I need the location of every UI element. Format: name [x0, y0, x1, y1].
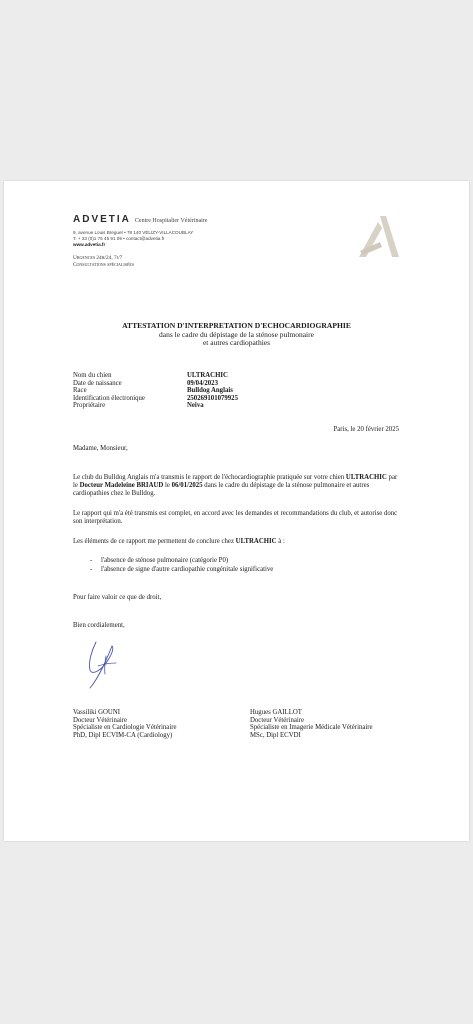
services-block [73, 255, 134, 269]
field-value-owner: Neiva [187, 402, 204, 410]
field-value-birth-date: 09/04/2023 [187, 379, 218, 387]
closing-greeting: Bien cordialement, [73, 622, 125, 629]
date-line: Paris, le 20 février 2025 [333, 426, 399, 433]
title-line-1: ATTESTATION D'INTERPRETATION D'ECHOCARDIOGRAPHIE [122, 321, 351, 330]
signer-left [73, 709, 177, 739]
handwritten-signature [78, 636, 128, 691]
title-line-3: et autres cardiopathies [202, 338, 271, 347]
field-label-owner: Propriétaire [73, 402, 106, 410]
urgences-text: Urgences 24h/24, 7j/7 [73, 255, 123, 261]
list-item: - l'absence de signe d'autre cardiopathie congénitale significative [101, 566, 273, 575]
salutation: Madame, Monsieur, [73, 445, 128, 452]
field-value-id: 250269101079925 [187, 394, 238, 402]
signer-right-spec: Spécialiste en Imagerie Médicale Vétérinaire [250, 724, 373, 732]
paragraph-complete: Le rapport qui m'a été transmis est complet, en accord avec les demandes et recommandations du club, et autorise donc son interprétation. [73, 510, 398, 525]
para3-dog-name: ULTRACHIC [235, 538, 277, 545]
field-label-birth-date: Date de naissance [73, 379, 122, 387]
para3-text-b: à : [276, 538, 285, 545]
address-line-2: T. + 33 (0)1 75 45 91 09 • contact@advetia.fr [73, 236, 165, 241]
para1-dog-name: ULTRACHIC [345, 474, 387, 481]
para1-doctor: Docteur Madeleine BRIAUD [79, 482, 164, 489]
signer-right-degree: MSc, Dipl ECVDI [250, 731, 301, 739]
paragraph-conclusion [73, 538, 403, 546]
field-label-dog-name: Nom du chien [73, 372, 112, 379]
closing-formula: Pour faire valoir ce que de droit, [73, 594, 162, 601]
website-link[interactable]: www.advetia.fr [73, 242, 106, 247]
field-value-dog-name: ULTRACHIC [187, 372, 228, 379]
signer-left-name: Vassiliki GOUNI [73, 709, 121, 716]
address-line-1: 9, avenue Louis Breguet • 78 140 VÉLIZY-VILLACOUBLAY [73, 230, 194, 235]
brand-subtitle: Centre Hospitalier Vétérinaire [134, 218, 208, 224]
advetia-logo-icon [356, 214, 401, 259]
para3-text-a: Les éléments de ce rapport me permettent de conclure chez [73, 538, 236, 545]
signer-left-degree: PhD, Dipl ECVIM-CA (Cardiology) [73, 731, 173, 739]
brand-name: ADVETIA [73, 214, 131, 225]
list-item: - l'absence de sténose pulmonaire (catégorie P0) [101, 557, 273, 566]
para1-exam-date: 06/01/2025 [171, 482, 203, 489]
signer-right-name: Hugues GAILLOT [250, 709, 302, 716]
signer-left-role: Docteur Vétérinaire [73, 716, 128, 724]
document-title [4, 322, 469, 348]
brand-header [73, 214, 207, 225]
signer-left-spec: Spécialiste en Cardiologie Vétérinaire [73, 724, 177, 732]
paragraph-report [73, 474, 403, 498]
title-line-2: dans le cadre du dépistage de la sténose pulmonaire [159, 329, 314, 339]
signer-right [250, 709, 373, 739]
para1-text-a: Le club du Bulldog Anglais m'a transmis le rapport de l'échocardiographie pratiquée sur votre chien [73, 474, 346, 481]
signer-right-role: Docteur Vétérinaire [250, 716, 305, 724]
consultations-text: Consultations spécialisées [73, 262, 135, 268]
field-label-id: Identification électronique [73, 394, 145, 402]
para1-text-b: par le [73, 474, 398, 489]
field-label-breed: Race [73, 387, 87, 395]
para1-text-c: le [163, 482, 172, 489]
para1-text-d: dans le cadre du dépistage de la sténose pulmonaire et autres cardiopathies chez le Bulldog. [73, 482, 370, 497]
document-page [4, 181, 469, 841]
field-value-breed: Bulldog Anglais [187, 387, 233, 395]
conclusion-list [101, 557, 273, 574]
